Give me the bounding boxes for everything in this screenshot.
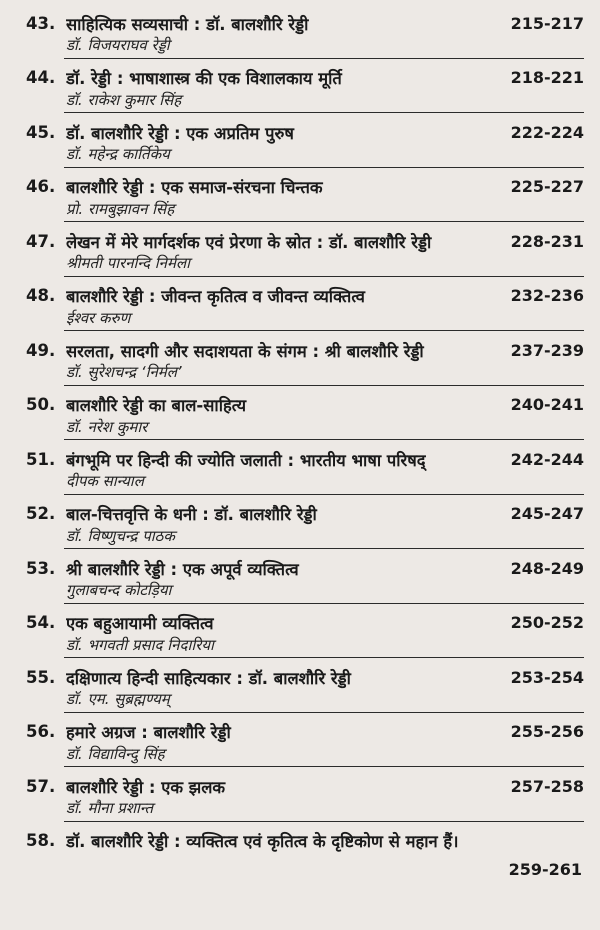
toc-entry (0, 113, 600, 168)
entry-title: डॉ. बालशौरि रेड्डी : व्यक्तित्व एवं कृतित्व के दृष्टिकोण से महान हैं। (66, 832, 459, 851)
toc-entry (0, 549, 600, 604)
toc-entry (0, 386, 600, 441)
toc-entry-title-line (26, 555, 584, 581)
entry-pages: 228-231 (510, 231, 584, 251)
entry-pages: 255-256 (510, 722, 584, 741)
entry-number: 55. (26, 667, 56, 687)
entry-title: सरलता, सादगी और सदाशयता के संगम : श्री बालशौरि रेड्डी (66, 341, 424, 361)
entry-title: एक बहुआयामी व्यक्तित्व (66, 614, 214, 633)
entry-author: डॉ. विजयराघव रेड्डी (66, 36, 170, 54)
toc-entry (0, 59, 600, 114)
toc-entry-title-line (26, 392, 584, 418)
entry-author: डॉ. विद्याविन्दु सिंह (66, 744, 165, 763)
entry-title: दक्षिणात्य हिन्दी साहित्यकार : डॉ. बालशौरि रेड्डी (66, 668, 351, 688)
entry-number: 49. (26, 340, 56, 360)
entry-pages: 242-244 (510, 449, 584, 469)
entry-author: डॉ. विष्णुचन्द्र पाठक (66, 526, 175, 545)
entry-author: दीपक सान्याल (66, 472, 144, 490)
toc-entry-title-line (26, 446, 584, 472)
entry-author: डॉ. राकेश कुमार सिंह (66, 90, 182, 109)
entry-pages: 222-224 (510, 122, 584, 142)
toc-entry-title-line (26, 337, 584, 363)
entry-pages: 225-227 (510, 177, 584, 196)
entry-title: डॉ. रेड्डी : भाषाशास्त्र की एक विशालकाय मूर्ति (66, 69, 342, 88)
entry-author: डॉ. महेन्द्र कार्तिकेय (66, 145, 170, 163)
entry-title: बालशौरि रेड्डी : एक झलक (66, 777, 226, 797)
toc-entry (0, 713, 600, 768)
toc-entry (0, 4, 600, 59)
entry-title: बालशौरि रेड्डी का बाल-साहित्य (66, 396, 247, 415)
entry-title: बालशौरि रेड्डी : जीवन्त कृतित्व व जीवन्त व्यक्तित्व (66, 287, 365, 306)
entry-title: बालशौरि रेड्डी : एक समाज-संरचना चिन्तक (66, 178, 323, 197)
toc-entry (0, 495, 600, 550)
toc-entry (0, 222, 600, 277)
entry-number: 56. (26, 722, 56, 741)
entry-number: 52. (26, 504, 56, 523)
entry-author: डॉ. सुरेशचन्द्र ‘निर्मल’ (66, 363, 182, 381)
entry-number: 43. (26, 13, 56, 33)
toc-entry (0, 168, 600, 223)
entry-author: ईश्वर करुण (66, 308, 131, 327)
entry-number: 58. (26, 831, 56, 850)
entry-author: डॉ. एम. सुब्रह्मण्यम् (66, 690, 170, 708)
entry-title: बंगभूमि पर हिन्दी की ज्योति जलाती : भारतीय भाषा परिषद् (66, 450, 426, 470)
entry-pages: 218-221 (510, 68, 584, 87)
entry-number: 57. (26, 776, 56, 796)
toc-entry-title-line (26, 174, 584, 200)
entry-title: डॉ. बालशौरि रेड्डी : एक अप्रतिम पुरुष (66, 123, 294, 143)
toc-entry-title-line (26, 664, 584, 690)
toc-entry-title-line (26, 828, 584, 854)
toc-entry-title-line (26, 228, 584, 254)
toc-entry-title-line (26, 65, 584, 91)
entry-number: 50. (26, 395, 56, 414)
entry-pages: 245-247 (510, 504, 584, 523)
entry-number: 54. (26, 613, 56, 632)
toc-entry (0, 767, 600, 822)
entry-title: हमारे अग्रज : बालशौरि रेड्डी (66, 723, 231, 742)
entry-pages: 248-249 (510, 558, 584, 578)
toc-entry-title-line (26, 501, 584, 527)
entry-pages: 240-241 (510, 395, 584, 414)
entry-author: गुलाबचन्द कोटड़िया (66, 581, 172, 599)
entry-number: 45. (26, 122, 56, 142)
entry-pages: 253-254 (510, 667, 584, 687)
entry-author: डॉ. मौना प्रशान्त (66, 799, 154, 817)
entry-pages: 257-258 (510, 776, 584, 796)
entry-number: 53. (26, 558, 56, 578)
entry-title: श्री बालशौरि रेड्डी : एक अपूर्व व्यक्तित्व (66, 559, 299, 579)
toc-entry (0, 277, 600, 332)
entry-pages: 237-239 (510, 340, 584, 360)
entry-pages: 215-217 (510, 13, 584, 33)
entry-title: बाल-चित्तवृत्ति के धनी : डॉ. बालशौरि रेड्डी (66, 505, 317, 524)
entry-author: डॉ. नरेश कुमार (66, 417, 148, 436)
entry-number: 46. (26, 177, 56, 196)
toc-entry-title-line (26, 719, 584, 745)
toc-entry-title-line (26, 773, 584, 799)
entry-pages: 232-236 (510, 286, 584, 305)
toc-entry-last (0, 822, 600, 892)
toc-entry-title-line (26, 283, 584, 309)
entry-number: 47. (26, 231, 56, 251)
toc-entry (0, 658, 600, 713)
entry-title: लेखन में मेरे मार्गदर्शक एवं प्रेरणा के स्रोत : डॉ. बालशौरि रेड्डी (66, 232, 432, 252)
entry-number: 48. (26, 286, 56, 305)
toc-list (0, 4, 600, 892)
toc-entry (0, 440, 600, 495)
toc-entry-title-line (26, 10, 584, 36)
entry-number: 51. (26, 449, 56, 469)
toc-entry-title-line (26, 610, 584, 636)
entry-author: श्रीमती पारनन्दि निर्मला (66, 254, 191, 272)
entry-author: डॉ. भगवती प्रसाद निदारिया (66, 635, 214, 654)
toc-entry (0, 331, 600, 386)
entry-pages: 250-252 (510, 613, 584, 632)
entry-author: प्रो. रामबुझावन सिंह (66, 199, 175, 218)
entry-number: 44. (26, 68, 56, 87)
toc-entry-title-line (26, 119, 584, 145)
entry-title: साहित्यिक सव्यसाची : डॉ. बालशौरि रेड्डी (66, 14, 309, 34)
entry-pages: 259-261 (508, 859, 582, 879)
toc-entry (0, 604, 600, 659)
